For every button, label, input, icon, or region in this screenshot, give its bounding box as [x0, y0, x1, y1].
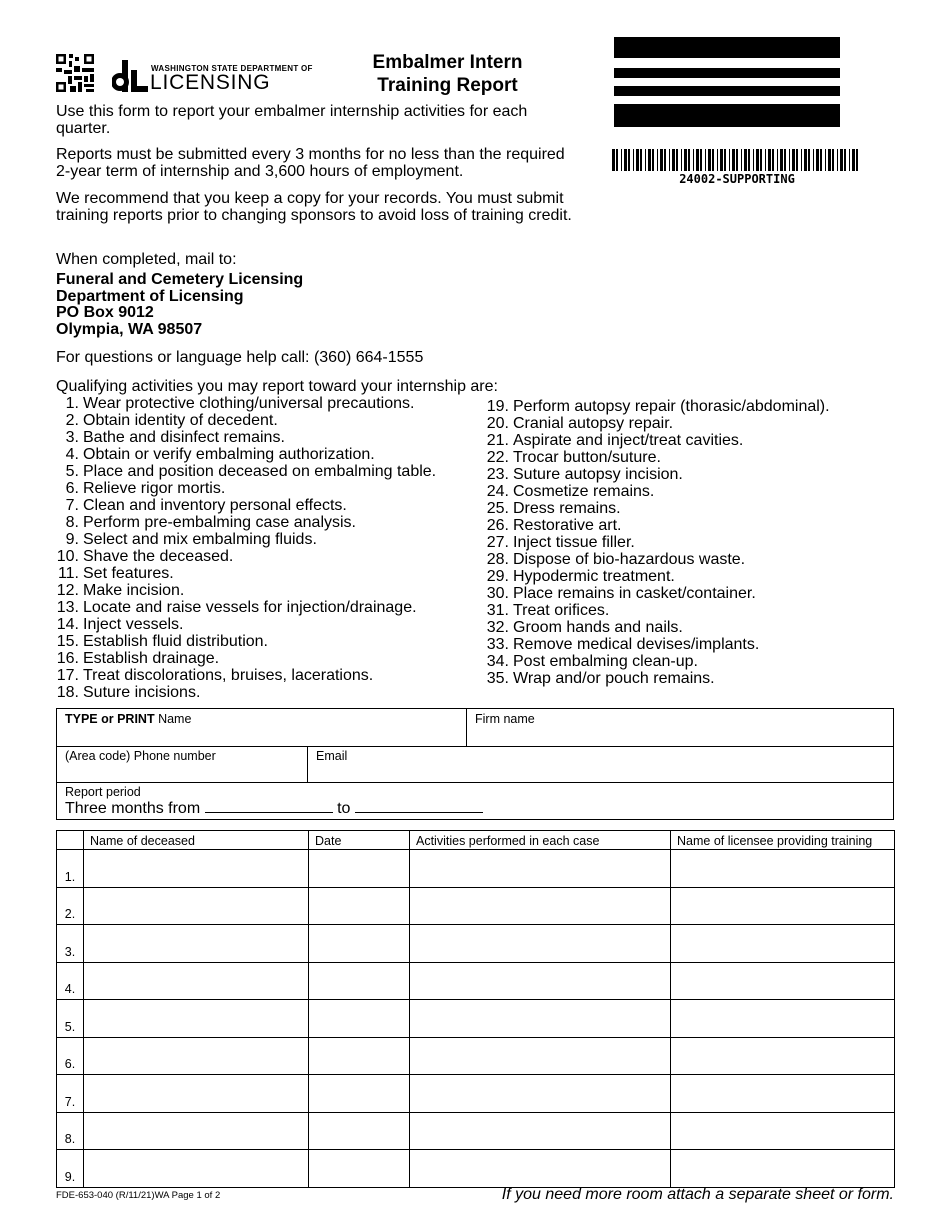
- column-header: Name of deceased: [84, 831, 309, 850]
- activity-item: [56, 548, 436, 565]
- activity-number: 27.: [486, 534, 509, 551]
- redaction-bar: [614, 104, 840, 127]
- deceased-name-cell[interactable]: [84, 925, 309, 963]
- activity-item: [486, 653, 830, 670]
- table-header-row: [57, 831, 895, 850]
- title-line-2: Training Report: [377, 75, 518, 96]
- activity-number: 30.: [486, 585, 509, 602]
- activity-number: 11.: [57, 565, 79, 582]
- column-header: Activities performed in each case: [410, 831, 671, 850]
- row-number: 9.: [57, 1150, 84, 1188]
- agency-small-text: WASHINGTON STATE DEPARTMENT OF: [151, 64, 313, 73]
- intern-info-box: [56, 708, 894, 820]
- activity-number: 25.: [486, 500, 509, 517]
- period-to-input[interactable]: [355, 801, 483, 813]
- column-header: Name of licensee providing training: [671, 831, 895, 850]
- activity-number: 8.: [65, 514, 79, 531]
- activity-text: Restorative art.: [513, 517, 622, 534]
- deceased-name-cell[interactable]: [84, 1037, 309, 1075]
- activity-number: 32.: [486, 619, 509, 636]
- activity-number: 26.: [486, 517, 509, 534]
- date-cell[interactable]: [309, 850, 410, 888]
- activity-item: [56, 599, 436, 616]
- activity-item: [486, 432, 830, 449]
- activity-item: [56, 582, 436, 599]
- activity-number: 35.: [486, 670, 509, 687]
- cases-table: [56, 830, 895, 1188]
- row-number: 6.: [57, 1037, 84, 1075]
- activity-text: Perform autopsy repair (thorasic/abdominal).: [513, 398, 830, 415]
- activity-text: Cranial autopsy repair.: [513, 415, 674, 432]
- activity-text: Clean and inventory personal effects.: [83, 497, 347, 514]
- activities-cell[interactable]: [410, 1000, 671, 1038]
- activity-item: [56, 412, 436, 429]
- redaction-bar: [614, 86, 840, 96]
- activity-text: Establish drainage.: [83, 650, 220, 667]
- address-line: Funeral and Cemetery Licensing: [56, 271, 304, 288]
- report-period-line: [65, 800, 885, 818]
- activity-text: Relieve rigor mortis.: [83, 480, 226, 497]
- form-id: FDE-653-040 (R/11/21)WA Page 1 of 2: [56, 1190, 221, 1201]
- qualifying-activities-heading: Qualifying activities you may report toward your internship are:: [56, 378, 498, 395]
- activity-item: [486, 398, 830, 415]
- activity-item: [56, 633, 436, 650]
- activity-item: [56, 531, 436, 548]
- row-number: 4.: [57, 962, 84, 1000]
- address-line: Olympia, WA 98507: [56, 320, 203, 338]
- footer-note: If you need more room attach a separate sheet or form.: [501, 1186, 894, 1203]
- row-number: 1.: [57, 850, 84, 888]
- period-from-input[interactable]: [205, 801, 333, 813]
- activity-item: [56, 463, 436, 480]
- activity-number: 29.: [486, 568, 509, 585]
- period-to-label: to: [337, 800, 351, 817]
- activity-number: 21.: [486, 432, 509, 449]
- form-title: [330, 51, 565, 97]
- licensee-name-cell[interactable]: [671, 925, 895, 963]
- email-label: Email: [316, 749, 348, 763]
- activity-item: [486, 483, 830, 500]
- activities-cell[interactable]: [410, 1150, 671, 1188]
- activity-number: 13.: [56, 599, 79, 616]
- activity-number: 23.: [486, 466, 509, 483]
- activity-text: Suture autopsy incision.: [513, 466, 683, 483]
- table-row: [57, 1037, 895, 1075]
- intro-paragraph-2: Reports must be submitted every 3 months for no less than the required 2-year term of internship and 3,600 hours of employment.: [56, 146, 565, 180]
- table-row: [57, 1112, 895, 1150]
- help-line: For questions or language help call: (360) 664-1555: [56, 349, 424, 366]
- deceased-name-cell[interactable]: [84, 962, 309, 1000]
- licensee-name-cell[interactable]: [671, 1150, 895, 1188]
- activity-number: 15.: [56, 633, 79, 650]
- table-row: [57, 1150, 895, 1188]
- row-number: 7.: [57, 1075, 84, 1113]
- email-field[interactable]: [308, 746, 893, 782]
- activity-text: Obtain identity of decedent.: [83, 412, 278, 429]
- licensee-name-cell[interactable]: [671, 962, 895, 1000]
- activity-text: Suture incisions.: [83, 684, 201, 701]
- activity-item: [486, 619, 830, 636]
- activity-text: Treat discolorations, bruises, lacerations.: [83, 667, 374, 684]
- agency-qr-logo-icon: [56, 54, 94, 92]
- row-number: 5.: [57, 1000, 84, 1038]
- activity-number: 3.: [65, 429, 79, 446]
- name-label: Name: [154, 712, 192, 726]
- activity-item: [486, 500, 830, 517]
- activity-item: [56, 565, 436, 582]
- activity-text: Dispose of bio-hazardous waste.: [513, 551, 746, 568]
- licensee-name-cell[interactable]: [671, 1037, 895, 1075]
- deceased-name-cell[interactable]: [84, 1075, 309, 1113]
- deceased-name-cell[interactable]: [84, 1000, 309, 1038]
- activity-text: Trocar button/suture.: [513, 449, 661, 466]
- redaction-bar: [614, 37, 840, 58]
- row-number-header: [57, 831, 84, 850]
- activity-number: 14.: [56, 616, 79, 633]
- activity-text: Establish fluid distribution.: [83, 633, 268, 650]
- activity-number: 34.: [486, 653, 509, 670]
- date-cell[interactable]: [309, 925, 410, 963]
- date-cell[interactable]: [309, 1000, 410, 1038]
- activity-text: Bathe and disinfect remains.: [83, 429, 285, 446]
- agency-name: LICENSING: [150, 71, 271, 94]
- activity-text: Groom hands and nails.: [513, 619, 683, 636]
- table-row: [57, 1000, 895, 1038]
- date-cell[interactable]: [309, 1075, 410, 1113]
- activity-item: [56, 446, 436, 463]
- deceased-name-cell[interactable]: [84, 887, 309, 925]
- activities-cell[interactable]: [410, 1075, 671, 1113]
- activity-text: Place remains in casket/container.: [513, 585, 756, 602]
- activity-text: Perform pre-embalming case analysis.: [83, 514, 356, 531]
- activity-item: [486, 415, 830, 432]
- activity-text: Locate and raise vessels for injection/drainage.: [83, 599, 417, 616]
- activity-number: 6.: [65, 480, 79, 497]
- licensee-name-cell[interactable]: [671, 1112, 895, 1150]
- redaction-bar: [614, 68, 840, 78]
- period-from-label: Three months from: [65, 800, 201, 817]
- activity-number: 9.: [65, 531, 79, 548]
- activity-text: Remove medical devises/implants.: [513, 636, 760, 653]
- licensee-name-cell[interactable]: [671, 887, 895, 925]
- activity-number: 10.: [56, 548, 79, 565]
- firm-name-field[interactable]: [467, 709, 893, 746]
- activities-cell[interactable]: [410, 1037, 671, 1075]
- activity-item: [56, 497, 436, 514]
- licensee-name-cell[interactable]: [671, 1000, 895, 1038]
- activity-item: [486, 449, 830, 466]
- activity-text: Inject vessels.: [83, 616, 184, 633]
- activity-item: [56, 684, 436, 701]
- activity-text: Dress remains.: [513, 500, 621, 517]
- address-line: PO Box 9012: [56, 304, 154, 321]
- barcode-icon: [612, 149, 862, 171]
- firm-name-label: Firm name: [475, 712, 535, 726]
- date-cell[interactable]: [309, 1037, 410, 1075]
- date-cell[interactable]: [309, 1112, 410, 1150]
- column-header: Date: [309, 831, 410, 850]
- phone-field[interactable]: [57, 746, 308, 782]
- activity-number: 24.: [486, 483, 509, 500]
- row-number: 2.: [57, 887, 84, 925]
- deceased-name-cell[interactable]: [84, 1150, 309, 1188]
- activity-text: Place and position deceased on embalming table.: [83, 463, 437, 480]
- activity-item: [486, 602, 830, 619]
- activity-item: [56, 480, 436, 497]
- activity-item: [486, 585, 830, 602]
- mailing-address: [56, 272, 576, 338]
- name-field[interactable]: [57, 709, 467, 746]
- table-row: [57, 1075, 895, 1113]
- row-number: 8.: [57, 1112, 84, 1150]
- activity-number: 4.: [65, 446, 79, 463]
- intro-paragraph-1: Use this form to report your embalmer internship activities for each quarter.: [56, 103, 528, 137]
- activity-item: [486, 551, 830, 568]
- table-row: [57, 925, 895, 963]
- activities-cell[interactable]: [410, 962, 671, 1000]
- table-row: [57, 887, 895, 925]
- activity-number: 33.: [486, 636, 509, 653]
- address-line: Department of Licensing: [56, 287, 244, 305]
- activity-text: Obtain or verify embalming authorization.: [83, 446, 375, 463]
- activity-text: Shave the deceased.: [83, 548, 234, 565]
- activity-number: 5.: [65, 463, 79, 480]
- activity-item: [486, 568, 830, 585]
- deceased-name-cell[interactable]: [84, 1112, 309, 1150]
- activity-number: 20.: [486, 415, 509, 432]
- activity-item: [56, 650, 436, 667]
- report-period-field: [57, 783, 893, 820]
- activities-cell[interactable]: [410, 850, 671, 888]
- intro-paragraph-3: We recommend that you keep a copy for your records. You must submit training reports prior to changing sponsors to avoid loss of training credit.: [56, 190, 572, 224]
- activity-item: [56, 395, 436, 412]
- activity-item: [486, 636, 830, 653]
- title-line-1: Embalmer Intern: [372, 52, 523, 73]
- activity-text: Aspirate and inject/treat cavities.: [513, 432, 744, 449]
- activity-text: Inject tissue filler.: [513, 534, 635, 551]
- table-row: [57, 962, 895, 1000]
- agency-dl-logo-icon: [112, 60, 148, 92]
- activity-item: [56, 429, 436, 446]
- date-cell[interactable]: [309, 1150, 410, 1188]
- deceased-name-cell[interactable]: [84, 850, 309, 888]
- activity-text: Select and mix embalming fluids.: [83, 531, 317, 548]
- activity-number: 12.: [56, 582, 79, 599]
- activities-cell[interactable]: [410, 925, 671, 963]
- activity-number: 18.: [56, 684, 79, 701]
- activity-item: [486, 517, 830, 534]
- activity-number: 31.: [486, 602, 509, 619]
- activity-number: 7.: [65, 497, 79, 514]
- activity-number: 22.: [486, 449, 509, 466]
- activity-text: Wear protective clothing/universal precautions.: [83, 395, 415, 412]
- activity-number: 19.: [486, 398, 509, 415]
- activity-item: [56, 616, 436, 633]
- activities-cell[interactable]: [410, 1112, 671, 1150]
- activities-list-left: [56, 395, 436, 701]
- activity-number: 17.: [56, 667, 79, 684]
- barcode-text: 24002-SUPPORTING: [679, 172, 795, 186]
- activity-text: Set features.: [83, 565, 174, 582]
- activity-number: 2.: [65, 412, 79, 429]
- date-cell[interactable]: [309, 962, 410, 1000]
- date-cell[interactable]: [309, 887, 410, 925]
- report-period-label: Report period: [65, 785, 141, 799]
- activity-item: [486, 670, 830, 687]
- activity-item: [56, 514, 436, 531]
- activity-number: 28.: [486, 551, 509, 568]
- activities-list-right: [486, 398, 830, 687]
- activity-number: 1.: [65, 395, 79, 412]
- activity-text: Treat orifices.: [513, 602, 610, 619]
- licensee-name-cell[interactable]: [671, 850, 895, 888]
- activity-text: Wrap and/or pouch remains.: [513, 670, 715, 687]
- table-row: [57, 850, 895, 888]
- activity-text: Hypodermic treatment.: [513, 568, 675, 585]
- cases-table-body: [57, 850, 895, 1188]
- mail-to-label: When completed, mail to:: [56, 251, 237, 268]
- activity-item: [486, 466, 830, 483]
- licensee-name-cell[interactable]: [671, 1075, 895, 1113]
- activity-text: Post embalming clean-up.: [513, 653, 698, 670]
- activities-cell[interactable]: [410, 887, 671, 925]
- activity-item: [56, 667, 436, 684]
- activity-text: Make incision.: [83, 582, 185, 599]
- activity-text: Cosmetize remains.: [513, 483, 655, 500]
- name-label-bold: TYPE or PRINT: [65, 712, 155, 726]
- row-number: 3.: [57, 925, 84, 963]
- activity-number: 16.: [56, 650, 79, 667]
- phone-label: (Area code) Phone number: [65, 749, 216, 763]
- activity-item: [486, 534, 830, 551]
- redaction-bars: [614, 37, 840, 127]
